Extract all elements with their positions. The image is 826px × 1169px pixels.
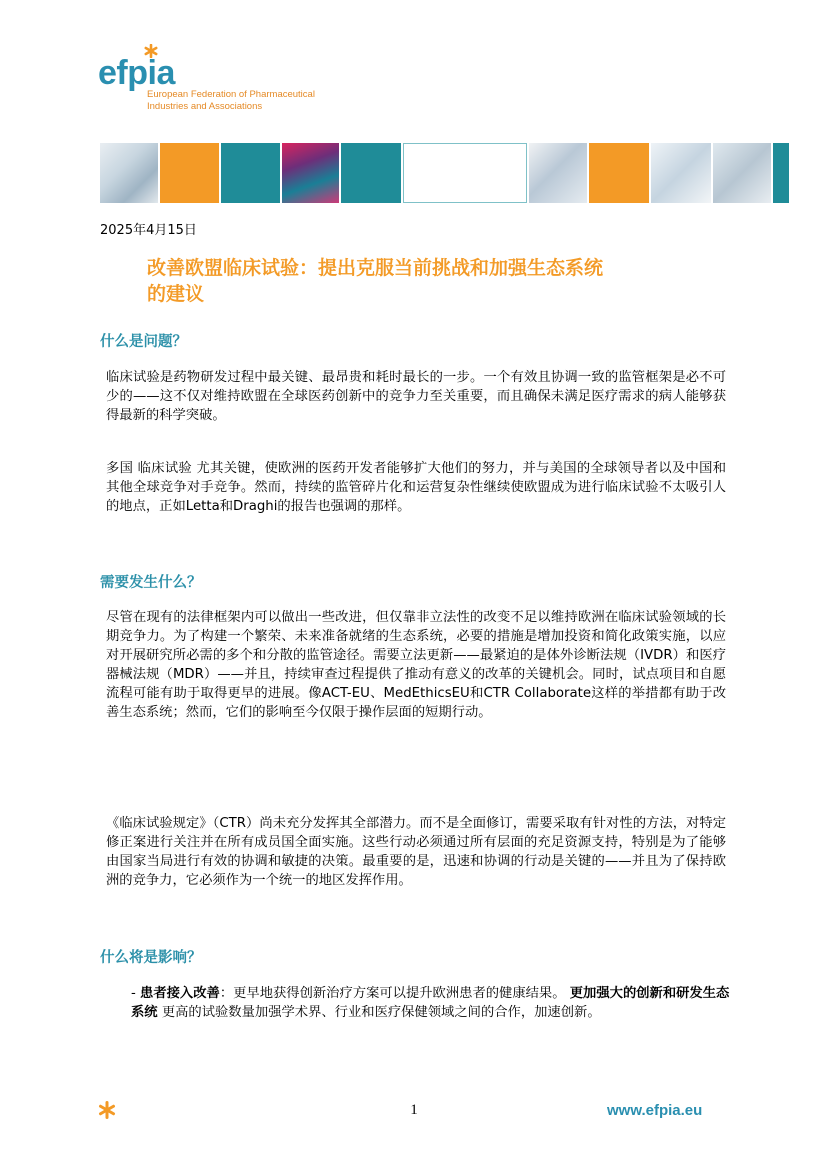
efpia-logo-wordmark: efpia [98,54,175,92]
bullet-1-heading: 患者接入改善 [140,986,220,1001]
banner-teal-tile [221,143,280,203]
banner-photo-doctor [713,143,771,203]
page-number: 1 [410,1102,418,1118]
banner-photo-lab [100,143,158,203]
section-heading-problem: 什么是问题？ [100,334,187,350]
needed-paragraph-2: 《临床试验规定》（CTR）尚未充分发挥其全部潜力。而不是全面修订，需要采取有针对性的方法，对特定修正案进行关注并在所有成员国全面实施。这些行动必须通过所有层面的充足资源支持，特别是为了能够由国家当局进行有效的协调和敏捷的决策。最重要的是，迅速和协调的行动是关键的——并且为了保持欧洲的竞争力，它必须作为一个统一的地区发挥作用。 [106,816,726,888]
section-heading-impact: 什么将是影响？ [100,950,202,966]
problem-paragraph-2: 多国 临床试验 尤其关键，使欧洲的医药开发者能够扩大他们的努力，并与美国的全球领导者以及中国和其他全球竞争对手竞争。然而，持续的监管碎片化和运营复杂性继续使欧盟成为进行临床试验不太吸引人的地点，正如Letta和Draghi的报告也强调的那样。 [106,461,726,514]
footer-url[interactable]: www.efpia.eu [607,1102,703,1119]
section-heading-needed: 需要发生什么？ [100,575,202,591]
impact-bullet [131,984,731,1022]
bullet-2-heading: 更加强大的创新和研发生态系统 [131,986,730,1020]
title-line1: 改善欧盟临床试验：提出克服当前挑战和加强生态系统 [147,257,604,279]
document-date: 2025年4月15日 [100,223,197,238]
banner-photo-microscope [529,143,587,203]
asterisk-star-icon [144,44,158,58]
logo-subtitle-line2: Industries and Associations [147,100,263,112]
document-title [147,255,707,307]
logo-subtitle-line1: European Federation of Pharmaceutical [147,89,315,100]
banner-teal-tile [341,143,401,203]
bullet-2-text: 更高的试验数量加强学术界、行业和医疗保健领域之间的合作，加速创新。 [157,1005,601,1020]
banner-photo-patient [651,143,711,203]
header-banner [100,143,727,203]
needed-paragraph-1: 尽管在现有的法律框架内可以做出一些改进，但仅靠非立法性的改变不足以维持欧洲在临床试验领域的长期竞争力。为了构建一个繁荣、未来准备就绪的生态系统，必要的措施是增加投资和简化政策实施，以应对开展研究所必需的多个和分散的监管途径。需要立法更新——最紧迫的是体外诊断法规（IVDR）和医疗器械法规（MDR）——并且，持续审查过程提供了推动有意义的改革的关键机会。同时，试点项目和自愿流程可能有助于取得更早的进展。像ACT-EU、MedEthicsEU和CTR Collaborate这样的举措都有助于改善生态系统；然而，它们的影响至今仅限于操作层面的短期行动。 [106,610,726,720]
problem-paragraph-1: 临床试验是药物研发过程中最关键、最昂贵和耗时最长的一步。一个有效且协调一致的监管框架是必不可少的——这不仅对维持欧盟在全球医药创新中的竞争力至关重要，而且确保未满足医疗需求的病人能够获得最新的科学突破。 [106,370,726,423]
banner-photo-cells [282,143,339,203]
banner-teal-tile [773,143,789,203]
logo-subtitle [147,89,315,112]
title-line2: 的建议 [147,283,205,305]
banner-orange-tile [589,143,649,203]
banner-white-tile [403,143,527,203]
bullet-dash: - [131,986,141,1001]
asterisk-star-icon [98,1101,116,1119]
banner-orange-tile [160,143,219,203]
bullet-1-text: ：更早地获得创新治疗方案可以提升欧洲患者的健康结果。 [219,986,570,1001]
